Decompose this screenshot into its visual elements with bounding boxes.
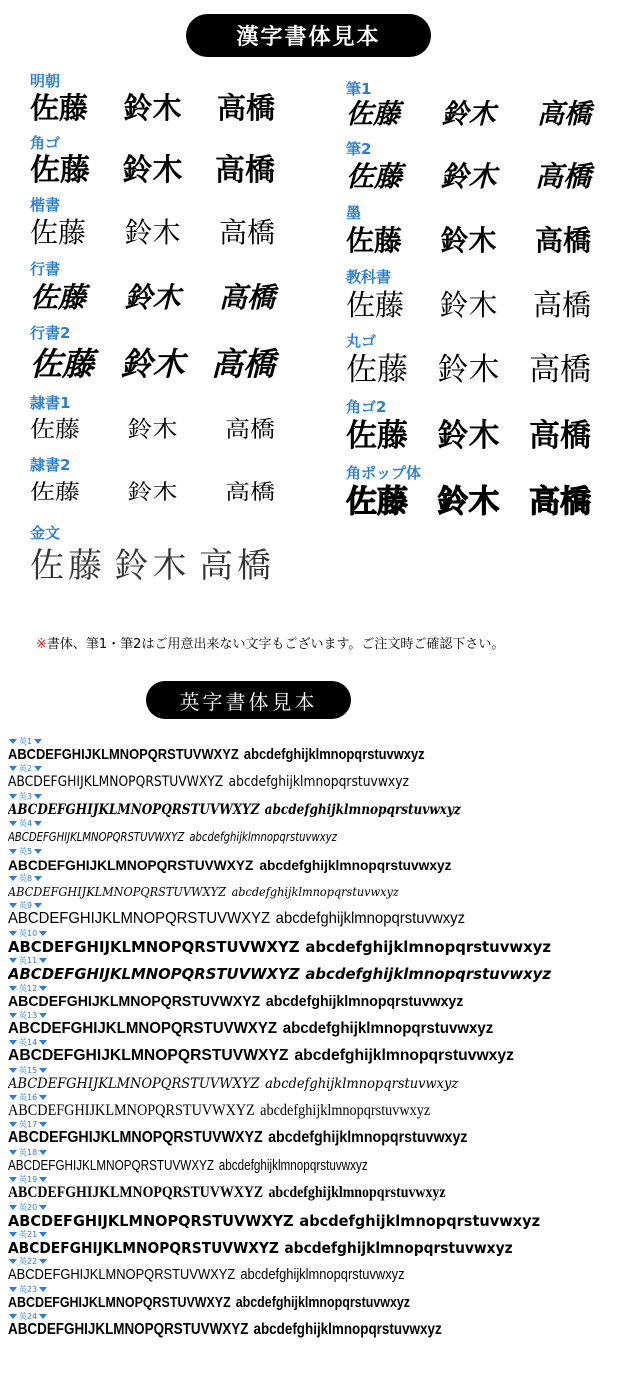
triangle-down-icon [9,1177,17,1182]
lowercase-sample: abcdefghijklmnopqrstuvwxyz [299,1211,541,1230]
lowercase-sample: abcdefghijklmnopqrstuvwxyz [268,1184,446,1202]
triangle-down-icon [34,849,42,854]
english-font-row [8,1038,618,1065]
english-font-row [8,1093,618,1120]
kanji-font-label: 筆2 [346,140,372,158]
kanji-name: 佐藤 [30,153,90,188]
triangle-down-icon [9,766,17,771]
english-font-row [8,1120,618,1147]
lowercase-sample: abcdefghijklmnopqrstuvwxyz [259,856,452,873]
english-font-number: 英10 [19,928,38,938]
triangle-down-icon [39,1095,47,1100]
triangle-down-icon [39,1205,47,1210]
english-font-number: 英18 [19,1147,38,1157]
kanji-font-label: 筆1 [346,80,372,98]
triangle-down-icon [39,1068,47,1073]
triangle-down-icon [9,958,17,963]
triangle-down-icon [39,1150,47,1155]
english-font-sample [8,1047,613,1065]
kanji-name: 高橋 [534,160,591,193]
english-font-label [9,1038,618,1047]
english-font-sample [8,883,613,901]
english-font-sample [8,965,613,983]
lowercase-sample: abcdefghijklmnopqrstuvwxyz [189,830,337,845]
lowercase-sample: abcdefghijklmnopqrstuvwxyz [268,1129,468,1147]
kanji-name: 高橋 [532,288,591,322]
english-font-row [8,929,618,956]
english-font-label [9,956,618,965]
english-font-row [8,874,618,901]
english-font-label [9,874,618,883]
english-font-sample [8,1212,613,1230]
kanji-name-samples [30,278,275,318]
triangle-down-icon [9,1150,17,1155]
triangle-down-icon [9,903,17,908]
lowercase-sample: abcdefghijklmnopqrstuvwxyz [264,801,461,818]
kanji-sample-left-1 [30,72,310,126]
triangle-down-icon [39,1287,47,1292]
triangle-down-icon [39,1259,47,1264]
english-font-number: 英23 [19,1284,38,1294]
english-font-number: 英5 [19,846,33,856]
kanji-font-label: 角ポップ体 [346,464,422,482]
kanji-name: 鈴木 [441,99,496,130]
kanji-sample-left-7 [30,456,310,510]
english-font-number: 英16 [19,1093,38,1103]
triangle-down-icon [39,931,47,936]
kanji-name: 鈴木 [437,418,500,454]
kanji-name: 佐藤 [30,416,81,443]
kanji-name: 高橋 [529,418,591,454]
kanji-name-samples [346,286,591,324]
triangle-down-icon [9,1314,17,1319]
english-font-sample [8,1075,613,1093]
kanji-name: 佐藤 [30,345,95,383]
triangle-down-icon [9,821,17,826]
english-font-row [8,792,618,819]
kanji-name: 鈴木 [127,479,178,504]
kanji-sample-left-3 [30,196,310,252]
kanji-name-samples [346,98,591,132]
english-font-label [9,1093,618,1102]
kanji-name: 鈴木 [114,546,191,586]
english-font-sample [8,910,613,928]
english-font-label [9,929,618,938]
english-font-row [8,901,618,928]
triangle-down-icon [9,1040,17,1045]
kanji-name: 佐藤 [346,418,408,454]
english-font-label [9,901,618,910]
lowercase-sample: abcdefghijklmnopqrstuvwxyz [305,965,552,984]
triangle-down-icon [9,986,17,991]
kanji-font-label: 丸ゴ [346,332,377,350]
english-font-sample [8,1157,613,1175]
kanji-section-title: 漢字書体見本 [186,14,431,57]
english-font-row [8,984,618,1011]
triangle-down-icon [39,1122,47,1127]
kanji-name: 鈴木 [127,416,178,443]
uppercase-sample: ABCDEFGHIJKLMNOPQRSTUVWXYZ [8,965,300,984]
english-font-row [8,1203,618,1230]
english-font-sample [8,828,613,846]
triangle-down-icon [9,1095,17,1100]
triangle-down-icon [9,1259,17,1264]
kanji-name-samples [30,342,275,386]
kanji-name: 佐藤 [346,224,403,257]
kanji-sample-right-7 [346,464,621,522]
uppercase-sample: ABCDEFGHIJKLMNOPQRSTUVWXYZ [8,1239,279,1258]
triangle-down-icon [39,1040,47,1045]
english-font-label [9,984,618,993]
triangle-down-icon [9,1013,17,1018]
uppercase-sample: ABCDEFGHIJKLMNOPQRSTUVWXYZ [8,1211,294,1230]
triangle-down-icon [9,739,17,744]
english-font-number: 英12 [19,983,38,993]
english-font-row [8,1230,618,1257]
lowercase-sample: abcdefghijklmnopqrstuvwxyz [275,910,466,928]
english-font-number: 英14 [19,1038,38,1048]
kanji-name: 高橋 [216,91,275,125]
english-font-sample [8,1184,613,1202]
kanji-font-label: 隷書1 [30,394,71,412]
english-font-number: 英1 [19,737,33,746]
uppercase-sample: ABCDEFGHIJKLMNOPQRSTUVWXYZ [8,884,226,899]
triangle-down-icon [9,1122,17,1127]
english-font-number: 英17 [19,1120,38,1130]
kanji-font-label: 明朝 [30,72,61,90]
kanji-name-samples [346,158,591,196]
kanji-name: 高橋 [218,216,275,249]
english-font-number: 英8 [19,873,33,883]
uppercase-sample: ABCDEFGHIJKLMNOPQRSTUVWXYZ [8,992,261,1010]
kanji-font-label: 行書2 [30,324,71,342]
triangle-down-icon [39,1013,47,1018]
kanji-right-column [346,80,621,522]
lowercase-sample: abcdefghijklmnopqrstuvwxyz [294,1047,514,1065]
kanji-name: 佐藤 [30,91,89,125]
lowercase-sample: abcdefghijklmnopqrstuvwxyz [231,884,399,899]
kanji-name: 高橋 [529,352,591,388]
english-font-row [8,1285,618,1312]
kanji-name: 佐藤 [346,99,400,130]
kanji-name: 高橋 [215,153,275,188]
kanji-name: 佐藤 [346,288,405,322]
english-font-sample [8,1020,613,1038]
english-font-sample [8,938,613,956]
kanji-font-label: 教科書 [346,268,392,286]
english-font-sample [8,1321,613,1339]
kanji-name: 高橋 [199,546,275,586]
english-font-label [9,737,618,746]
triangle-down-icon [9,1205,17,1210]
kanji-name: 高橋 [537,99,591,130]
kanji-sample-right-5 [346,332,621,390]
lowercase-sample: abcdefghijklmnopqrstuvwxyz [243,746,425,763]
kanji-name: 鈴木 [124,216,181,249]
english-font-label [9,1011,618,1020]
kanji-name: 佐藤 [346,160,403,193]
english-font-number: 英4 [19,819,33,829]
lowercase-sample: abcdefghijklmnopqrstuvwxyz [228,774,409,791]
uppercase-sample: ABCDEFGHIJKLMNOPQRSTUVWXYZ [8,801,260,818]
kanji-font-label: 楷書 [30,196,61,214]
english-font-row [8,819,618,846]
triangle-down-icon [9,931,17,936]
kanji-name: 佐藤 [346,352,408,388]
english-font-number: 英11 [19,956,38,966]
note-mark: ※ [36,637,47,652]
triangle-down-icon [39,958,47,963]
english-font-sample [8,1294,613,1312]
uppercase-sample: ABCDEFGHIJKLMNOPQRSTUVWXYZ [8,1293,231,1311]
kanji-name-samples [346,222,591,260]
kanji-name: 高橋 [534,224,591,257]
english-font-number: 英24 [19,1312,38,1322]
english-font-label [9,1230,618,1239]
uppercase-sample: ABCDEFGHIJKLMNOPQRSTUVWXYZ [8,1019,278,1037]
english-font-row [8,1148,618,1175]
english-font-number: 英9 [19,901,33,911]
uppercase-sample: ABCDEFGHIJKLMNOPQRSTUVWXYZ [8,1102,255,1120]
english-font-label [9,1203,618,1212]
english-font-label [9,1175,618,1184]
note-text: 書体、筆1・筆2はご用意出来ない文字もございます。ご注文時ご確認下さい。 [46,637,505,652]
kanji-name: 鈴木 [120,345,185,383]
kanji-name: 鈴木 [440,224,497,257]
lowercase-sample: abcdefghijklmnopqrstuvwxyz [240,1266,405,1284]
kanji-name-samples [30,477,275,508]
triangle-down-icon [34,794,42,799]
triangle-down-icon [34,876,42,881]
kanji-name: 鈴木 [122,153,183,188]
english-font-row [8,1066,618,1093]
triangle-down-icon [9,1232,17,1237]
uppercase-sample: ABCDEFGHIJKLMNOPQRSTUVWXYZ [8,1266,236,1284]
english-font-sample [8,1129,613,1147]
english-font-label [9,847,618,856]
kanji-font-label: 行書 [30,260,61,278]
english-font-row [8,847,618,874]
kanji-sample-left-2 [30,134,310,190]
lowercase-sample: abcdefghijklmnopqrstuvwxyz [253,1321,442,1339]
kanji-name: 高橋 [224,416,275,443]
english-font-row [8,1312,618,1339]
english-font-number: 英19 [19,1175,38,1185]
kanji-name: 鈴木 [123,91,182,125]
english-font-number: 英22 [19,1257,38,1267]
kanji-name: 佐藤 [30,479,81,504]
kanji-font-label: 角ゴ [30,134,61,152]
english-font-number: 英21 [19,1230,38,1240]
english-font-list [8,737,618,1340]
english-font-sample [8,773,613,791]
uppercase-sample: ABCDEFGHIJKLMNOPQRSTUVWXYZ [8,910,271,928]
english-font-label [9,1257,618,1266]
triangle-down-icon [34,903,42,908]
english-font-sample [8,1102,613,1120]
triangle-down-icon [9,876,17,881]
english-section-title: 英字書体見本 [146,681,351,719]
lowercase-sample: abcdefghijklmnopqrstuvwxyz [235,1293,411,1311]
kanji-name: 鈴木 [124,281,181,314]
kanji-font-label: 墨 [346,204,362,222]
triangle-down-icon [34,766,42,771]
triangle-down-icon [9,1068,17,1073]
lowercase-sample: abcdefghijklmnopqrstuvwxyz [284,1239,513,1258]
kanji-sample-right-4 [346,268,621,324]
kanji-name-samples [30,214,275,252]
english-font-number: 英2 [19,764,33,774]
uppercase-sample: ABCDEFGHIJKLMNOPQRSTUVWXYZ [8,746,239,763]
triangle-down-icon [39,1314,47,1319]
uppercase-sample: ABCDEFGHIJKLMNOPQRSTUVWXYZ [8,830,185,845]
english-font-row [8,1175,618,1202]
kanji-name: 佐藤 [346,484,408,520]
uppercase-sample: ABCDEFGHIJKLMNOPQRSTUVWXYZ [8,1075,260,1092]
uppercase-sample: ABCDEFGHIJKLMNOPQRSTUVWXYZ [8,1321,249,1339]
english-font-number: 英20 [19,1202,38,1212]
kanji-name: 鈴木 [440,160,497,193]
kanji-sample-left-4 [30,260,310,318]
english-font-sample [8,1239,613,1257]
uppercase-sample: ABCDEFGHIJKLMNOPQRSTUVWXYZ [8,856,254,873]
english-font-number: 英3 [19,791,33,801]
english-font-sample [8,993,613,1011]
english-font-sample [8,801,613,819]
kanji-sample-right-2 [346,140,621,196]
triangle-down-icon [9,794,17,799]
english-font-label [9,1148,618,1157]
english-font-sample [8,746,613,764]
kanji-name: 鈴木 [439,288,498,322]
uppercase-sample: ABCDEFGHIJKLMNOPQRSTUVWXYZ [8,1184,264,1202]
english-font-row [8,956,618,983]
english-font-label [9,764,618,773]
uppercase-sample: ABCDEFGHIJKLMNOPQRSTUVWXYZ [8,774,224,791]
kanji-name: 佐藤 [30,281,87,314]
uppercase-sample: ABCDEFGHIJKLMNOPQRSTUVWXYZ [8,1129,263,1147]
english-font-label [9,792,618,801]
triangle-down-icon [39,1177,47,1182]
kanji-name-samples [346,350,591,390]
kanji-font-label: 金文 [30,524,61,542]
kanji-name-samples [30,152,275,190]
uppercase-sample: ABCDEFGHIJKLMNOPQRSTUVWXYZ [8,1047,289,1065]
english-font-row [8,1011,618,1038]
kanji-sample-right-3 [346,204,621,260]
triangle-down-icon [9,849,17,854]
kanji-name-samples [30,542,275,590]
kanji-sample-right-1 [346,80,621,132]
english-font-label [9,1120,618,1129]
lowercase-sample: abcdefghijklmnopqrstuvwxyz [305,937,552,956]
uppercase-sample: ABCDEFGHIJKLMNOPQRSTUVWXYZ [8,937,300,956]
lowercase-sample: abcdefghijklmnopqrstuvwxyz [218,1156,368,1174]
kanji-sample-right-6 [346,398,621,456]
kanji-name-samples [346,482,591,522]
kanji-name: 高橋 [218,281,275,314]
english-font-sample [8,856,613,874]
kanji-left-column [30,72,310,590]
kanji-name-samples [30,414,275,446]
triangle-down-icon [9,1287,17,1292]
kanji-name: 鈴木 [437,484,500,520]
triangle-down-icon [34,739,42,744]
kanji-sample-left-5 [30,324,310,386]
triangle-down-icon [34,821,42,826]
kanji-name: 高橋 [210,345,275,383]
english-font-number: 英13 [19,1010,38,1020]
kanji-font-label: 角ゴ2 [346,398,387,416]
lowercase-sample: abcdefghijklmnopqrstuvwxyz [282,1019,494,1037]
english-font-label [9,819,618,828]
kanji-name: 佐藤 [30,546,106,586]
triangle-down-icon [39,986,47,991]
english-font-row [8,737,618,764]
triangle-down-icon [39,1232,47,1237]
english-font-label [9,1285,618,1294]
english-font-row [8,764,618,791]
kanji-font-label: 隷書2 [30,456,71,474]
kanji-name-samples [30,90,275,126]
english-font-row [8,1257,618,1284]
kanji-name: 高橋 [224,479,275,504]
english-font-label [9,1066,618,1075]
english-font-label [9,1312,618,1321]
kanji-note [36,633,596,652]
english-font-sample [8,1266,613,1284]
kanji-name: 高橋 [529,484,591,520]
uppercase-sample: ABCDEFGHIJKLMNOPQRSTUVWXYZ [8,1156,215,1174]
lowercase-sample: abcdefghijklmnopqrstuvwxyz [260,1102,431,1120]
lowercase-sample: abcdefghijklmnopqrstuvwxyz [265,1075,459,1092]
kanji-sample-left-6 [30,394,310,448]
kanji-sample-left-8 [30,524,310,590]
kanji-name: 鈴木 [437,352,500,388]
english-font-number: 英15 [19,1065,38,1075]
lowercase-sample: abcdefghijklmnopqrstuvwxyz [265,992,464,1010]
kanji-name: 佐藤 [30,216,87,249]
kanji-name-samples [346,416,591,456]
